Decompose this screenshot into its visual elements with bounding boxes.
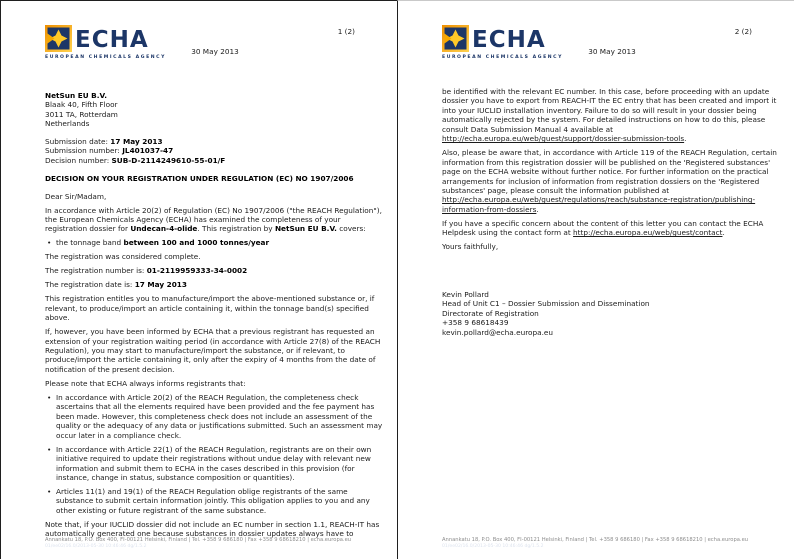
- echa-logo-wordmark: ECHA: [75, 27, 149, 53]
- ec-number-text: be identified with the relevant EC number. In this case, before proceeding with an update dossier you have to export from REACH-IT the EC entry that has been created and import it into your IUCLID installation inventory. Failure to do so will result in your dossier being automatically rejected by the system. For detailed instructions on how to do this, please consult Data Submission Manual 4 available at: [442, 87, 777, 134]
- echa-logo-tagline: EUROPEAN CHEMICALS AGENCY: [442, 54, 563, 60]
- update-obligation-bullet: [45, 445, 385, 483]
- dossier-submission-tools-link[interactable]: http://echa.europa.eu/web/guest/support/dossier-submission-tools: [442, 134, 685, 144]
- bullet-icon: •: [47, 238, 52, 248]
- submission-date-value: 17 May 2013: [110, 136, 163, 146]
- submission-date-row: [45, 137, 385, 146]
- intro-paragraph: [45, 206, 385, 234]
- publication-period: .: [536, 204, 539, 214]
- registration-date-label: The registration date is:: [45, 280, 135, 290]
- recipient-street: Blaak 40, Fifth Floor: [45, 100, 118, 110]
- letter-date: 30 May 2013: [588, 47, 636, 56]
- tonnage-bullet: [45, 238, 385, 247]
- signer-name: Kevin Pollard: [442, 289, 489, 299]
- page-number: 2 (2): [734, 27, 752, 36]
- recipient-city: 3011 TA, Rotterdam: [45, 109, 118, 119]
- publishing-information-link[interactable]: http://echa.europa.eu/web/guest/regulations/reach/substance-registration/publishing-information-from-dossiers: [442, 195, 756, 214]
- complete-statement: The registration was considered complete.: [45, 252, 201, 262]
- registration-date-value: 17 May 2013: [134, 280, 187, 290]
- ec-number-note: Note that, if your IUCLID dossier did not include an EC number in section 1.1, REACH-IT has automatically generated one because substances in dossier updates always have to: [45, 519, 380, 539]
- joint-submission-text: Articles 11(1) and 19(1) of the REACH Regulation oblige registrants of the same substance to submit certain information jointly. This obligation applies to you and any other existing or future registrant of the same substance.: [56, 486, 370, 515]
- intro-text-1: In accordance with Article 20(2) of Regulation (EC) No 1907/2006 ("the REACH Regulation"), the European Chemicals Agency (ECHA) has examined the completeness of your registration dossier for: [45, 205, 382, 234]
- bullet-icon: •: [47, 392, 52, 402]
- ec-number-period: .: [684, 134, 687, 144]
- helpdesk-text: If you have a specific concern about the content of this letter you can contact the ECHA Helpdesk using the contact form at: [442, 218, 764, 238]
- decision-number-row: [45, 156, 385, 165]
- registrant-name: NetSun EU B.V.: [274, 224, 337, 234]
- letter-date: 30 May 2013: [191, 47, 239, 56]
- decision-heading: DECISION ON YOUR REGISTRATION UNDER REGULATION (EC) NO 1907/2006: [45, 174, 354, 184]
- registration-number-value: 01-2119959333-34-0002: [146, 266, 248, 276]
- recipient-address: [45, 91, 385, 129]
- substance-name: Undecan-4-olide: [130, 224, 198, 234]
- recipient-name: NetSun EU B.V.: [45, 91, 107, 100]
- waiting-period-paragraph: If, however, you have been informed by ECHA that a previous registrant has requested an extension of your registration waiting period (in accordance with Article 27(8) of the REACH Regulation), you may start to manufacture/import the substance, or if relevant, to produce/import the article containing it, only after the expiry of 4 months from the date of notification of the present decision.: [45, 327, 381, 374]
- page1-footer: [45, 537, 385, 549]
- signer-email: kevin.pollard@echa.europa.eu: [442, 327, 554, 337]
- signer-unit: Directorate of Registration: [442, 308, 539, 318]
- registration-number-label: The registration number is:: [45, 266, 147, 276]
- tonnage-bullet-text: [56, 238, 269, 247]
- echa-logo-tagline: EUROPEAN CHEMICALS AGENCY: [45, 54, 166, 60]
- greeting: Dear Sir/Madam,: [45, 191, 107, 201]
- footer-code: 01/ee02/16.0/2013-05-30 10:46:46 dg/1.5.2: [442, 544, 544, 549]
- letter-page-2: [397, 0, 794, 559]
- submission-number-row: [45, 146, 385, 155]
- bullet-icon: •: [47, 444, 52, 454]
- page2-body: [442, 87, 782, 337]
- registration-number-row: [45, 266, 385, 275]
- decision-number-value: SUB-D-2114249610-55-01/F: [111, 155, 226, 165]
- submission-number-value: JL401037-47: [122, 146, 174, 156]
- intro-text-3: covers:: [336, 224, 366, 234]
- intro-text-2: . This registration by: [197, 224, 275, 234]
- page1-header: [45, 25, 385, 77]
- tonnage-band-value: between 100 and 1000 tonnes/year: [123, 238, 270, 248]
- bullet-icon: •: [47, 486, 52, 496]
- submission-date-label: Submission date:: [45, 136, 111, 146]
- note-intro: Please note that ECHA always informs registrants that:: [45, 378, 246, 388]
- contact-form-link[interactable]: http://echa.europa.eu/web/guest/contact: [573, 228, 723, 238]
- joint-submission-bullet: [45, 487, 385, 515]
- signer-title: Head of Unit C1 – Dossier Submission and Dissemination: [442, 299, 650, 309]
- footer-code: 01/ee02/16.0/2013-05-30 10:46:46 dg/1.5.2: [45, 544, 147, 549]
- ec-number-paragraph: [442, 87, 782, 144]
- submission-meta: [45, 137, 385, 165]
- echa-logo-wordmark: ECHA: [472, 27, 546, 53]
- completeness-check-text: In accordance with Article 20(2) of the REACH Regulation, the completeness check ascertains that all the elements required have been provided and the fee payment has been made. However, this completeness check does not include an assessment of the quality or the adequacy of any data or justifications submitted. Such an assessment may occur later in a compliance check.: [56, 392, 383, 440]
- publication-text: Also, please be aware that, in accordance with Article 119 of the REACH Regulation, certain information from this registration dossier will be published on the 'Registered substances' page on the ECHA website without further notice. For further information on the practical arrangements for inclusion of information from registration dossiers on the 'Registered substances' page, please consult the information published at: [442, 148, 777, 196]
- decision-number-label: Decision number:: [45, 155, 112, 165]
- closing: Yours faithfully,: [442, 242, 499, 252]
- footer-address: Annankatu 18, P.O. Box 400, FI-00121 Helsinki, Finland | Tel. +358 9 686180 | Fax +358 9 68618210 | echa.europa.eu: [45, 537, 352, 543]
- footer-address: Annankatu 18, P.O. Box 400, FI-00121 Helsinki, Finland | Tel. +358 9 686180 | Fax +358 9 68618210 | echa.europa.eu: [442, 537, 749, 543]
- completeness-check-bullet: [45, 393, 385, 440]
- signer-phone: +358 9 68618439: [442, 318, 509, 328]
- entitlement-paragraph: This registration entitles you to manufacture/import the above-mentioned substance or, if relevant, to produce/import an article containing it, within the tonnage band(s) specified above.: [45, 294, 375, 323]
- publication-paragraph: [442, 148, 782, 214]
- helpdesk-paragraph: [442, 219, 782, 238]
- helpdesk-period: .: [722, 228, 725, 238]
- recipient-country: Netherlands: [45, 119, 90, 129]
- submission-number-label: Submission number:: [45, 146, 123, 156]
- registration-date-row: [45, 280, 385, 289]
- signature-block: [442, 290, 782, 337]
- page2-header: [442, 25, 782, 77]
- tonnage-text: the tonnage band: [56, 238, 124, 248]
- page-number: 1 (2): [337, 27, 355, 36]
- page2-footer: [442, 537, 782, 549]
- update-obligation-text: In accordance with Article 22(1) of the REACH Regulation, registrants are on their own initiative required to update their registrations without undue delay with relevant new information and submit them to ECHA in the cases described in this provision (for instance, change in status, substance composition or quantities).: [56, 444, 372, 482]
- page1-body: [45, 91, 385, 539]
